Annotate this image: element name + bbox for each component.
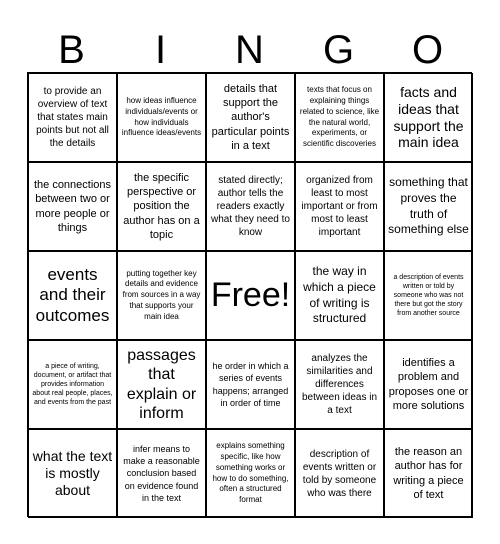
bingo-cell-r3c1[interactable]: [28, 251, 117, 340]
cell-text: a piece of writing, document, or artifact that provides information about real people, places, and events from the past: [32, 362, 113, 407]
cell-text: stated directly; author tells the readers exactly what they need to know: [211, 175, 290, 238]
bingo-cell-r1c3[interactable]: [206, 73, 295, 162]
bingo-cell-r5c2[interactable]: [117, 429, 206, 518]
cell-text: details that support the author's particular points in a text: [211, 82, 290, 152]
header-letter-o: O: [411, 28, 444, 72]
cell-text: infer means to make a reasonable conclusion based on evidence found in the text: [123, 444, 200, 503]
cell-text: the specific perspective or position the author has on a topic: [123, 171, 200, 241]
cell-text: the connections between two or more people or things: [33, 178, 112, 234]
cell-text: the reason an author has for writing a piece of text: [393, 445, 464, 501]
cell-text: to provide an overview of text that states main points but not all the details: [36, 86, 109, 149]
header-letter-b: B: [58, 28, 85, 72]
bingo-cell-r2c2[interactable]: [117, 162, 206, 251]
cell-text: something that proves the truth of something else: [388, 175, 469, 237]
bingo-cell-r5c5[interactable]: [384, 429, 473, 518]
cell-text: Free!: [210, 275, 291, 314]
cell-text: he order in which a series of events happens; arranged in order of time: [212, 361, 289, 408]
cell-text: how ideas influence individuals/events or how individuals influence ideas/events: [121, 95, 202, 138]
bingo-board: [27, 72, 472, 517]
bingo-cell-r2c1[interactable]: [28, 162, 117, 251]
cell-text: facts and ideas that support the main idea: [393, 83, 464, 151]
header-letter-g: G: [322, 28, 355, 72]
cell-text: identifies a problem and proposes one or more solutions: [388, 356, 469, 412]
bingo-cell-r2c3[interactable]: [206, 162, 295, 251]
bingo-cell-r4c1[interactable]: [28, 340, 117, 429]
cell-text: analyzes the similarities and differences between ideas in a text: [301, 353, 378, 416]
cell-text: description of events written or told by someone who was there: [302, 448, 377, 499]
header-letter-i: I: [154, 28, 167, 72]
bingo-cell-r4c5[interactable]: [384, 340, 473, 429]
bingo-cell-r1c5[interactable]: [384, 73, 473, 162]
cell-text: what the text is mostly about: [32, 448, 113, 498]
bingo-cell-r4c3[interactable]: [206, 340, 295, 429]
cell-text: texts that focus on explaining things related to science, like the natural world, experiments, or scientific discoveries: [299, 85, 380, 149]
bingo-cell-r1c1[interactable]: [28, 73, 117, 162]
cell-text: a description of events written or told by someone who was not there but got the story from another source: [393, 273, 464, 318]
bingo-header: [27, 28, 472, 72]
header-letter-n: N: [235, 28, 264, 72]
bingo-cell-r5c3[interactable]: [206, 429, 295, 518]
bingo-cell-r2c5[interactable]: [384, 162, 473, 251]
bingo-cell-r3c5[interactable]: [384, 251, 473, 340]
free-space[interactable]: [206, 251, 295, 340]
bingo-cell-r4c4[interactable]: [295, 340, 384, 429]
bingo-cell-r3c2[interactable]: [117, 251, 206, 340]
cell-text: events and their outcomes: [35, 264, 110, 325]
cell-text: explains something specific, like how something works or how to do something, often a structured format: [212, 441, 289, 505]
cell-text: putting together key details and evidence from sources in a way that supports your main idea: [122, 268, 201, 321]
bingo-cell-r3c4[interactable]: [295, 251, 384, 340]
cell-text: the way in which a piece of writing is structured: [303, 264, 376, 326]
bingo-cell-r4c2[interactable]: [117, 340, 206, 429]
bingo-cell-r5c1[interactable]: [28, 429, 117, 518]
bingo-cell-r1c4[interactable]: [295, 73, 384, 162]
cell-text: organized from least to most important or from most to least important: [301, 175, 378, 238]
bingo-cell-r1c2[interactable]: [117, 73, 206, 162]
bingo-cell-r2c4[interactable]: [295, 162, 384, 251]
cell-text: passages that explain or inform: [126, 347, 197, 422]
bingo-cell-r5c4[interactable]: [295, 429, 384, 518]
